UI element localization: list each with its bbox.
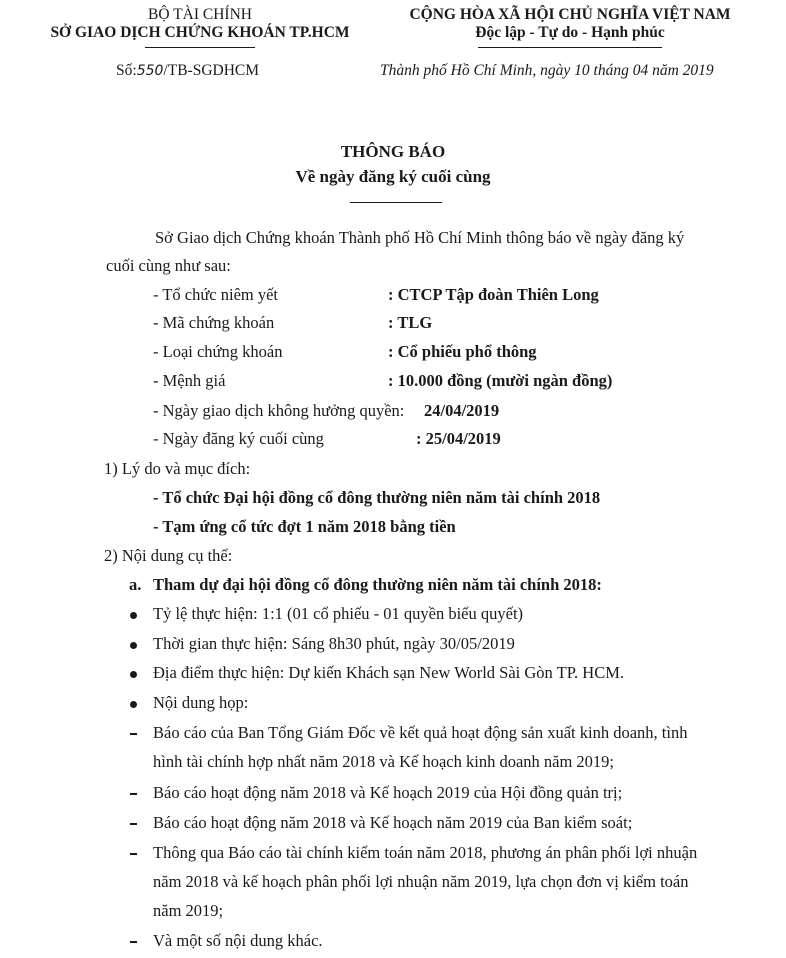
header-right-underline [478, 47, 662, 48]
detail-label-ticker: - Mã chứng khoán [153, 313, 275, 332]
number-value: 550 [136, 63, 164, 79]
document-title: THÔNG BÁO [340, 142, 446, 161]
intro-line-2: cuối cùng như sau: [106, 256, 231, 275]
number-suffix: /TB-SGDHCM [163, 62, 260, 79]
dash-icon [130, 793, 137, 795]
bullet-location: Địa điểm thực hiện: Dự kiến Khách sạn New World Sài Gòn TP. HCM. [153, 663, 625, 682]
dash-icon [130, 941, 137, 943]
agenda-item-1-line-1: Báo cáo của Ban Tổng Giám Đốc về kết quả hoạt động sản xuất kinh doanh, tình [153, 723, 688, 742]
section-2-heading: 2) Nội dung cụ thể: [104, 546, 233, 565]
country-name: CỘNG HÒA XÃ HỘI CHỦ NGHĨA VIỆT NAM [409, 6, 731, 23]
agenda-item-1-line-2: hình tài chính hợp nhất năm 2018 và Kế hoạch kinh doanh năm 2019; [153, 752, 615, 771]
purpose-item-2: - Tạm ứng cổ tức đợt 1 năm 2018 bằng tiền [153, 517, 456, 536]
agenda-item-2: Báo cáo hoạt động năm 2018 và Kế hoạch 2019 của Hội đồng quản trị; [153, 783, 623, 802]
section-1-heading: 1) Lý do và mục đích: [104, 459, 251, 478]
detail-label-par-value: - Mệnh giá [153, 371, 226, 390]
agenda-item-5: Và một số nội dung khác. [153, 931, 323, 950]
number-prefix: Số: [116, 62, 137, 79]
dash-icon [130, 733, 137, 735]
bullet-dot-icon [130, 612, 137, 619]
agenda-item-4-line-2: năm 2018 và kế hoạch phân phối lợi nhuận năm 2019, lựa chọn đơn vị kiểm toán [153, 872, 689, 891]
detail-value-ex-date: 24/04/2019 [424, 401, 500, 420]
bullet-dot-icon [130, 701, 137, 708]
exchange-name: SỞ GIAO DỊCH CHỨNG KHOÁN TP.HCM [50, 24, 350, 41]
sub-a-title: Tham dự đại hội đồng cổ đông thường niên năm tài chính 2018: [153, 575, 602, 594]
bullet-agenda-heading: Nội dung họp: [153, 693, 249, 712]
detail-label-security-type: - Loại chứng khoán [153, 342, 283, 361]
agenda-item-4-line-1: Thông qua Báo cáo tài chính kiểm toán năm 2018, phương án phân phối lợi nhuận [153, 843, 698, 862]
document-subtitle: Về ngày đăng ký cuối cùng [295, 167, 491, 186]
detail-value-record-date: : 25/04/2019 [416, 429, 501, 448]
place-date: Thành phố Hồ Chí Minh, ngày 10 tháng 04 năm 2019 [380, 62, 714, 79]
intro-line-1: Sở Giao dịch Chứng khoán Thành phố Hồ Chí Minh thông báo về ngày đăng ký [155, 228, 685, 247]
dash-icon [130, 823, 137, 825]
dash-icon [130, 853, 137, 855]
detail-label-issuer: - Tổ chức niêm yết [153, 285, 279, 304]
detail-value-ticker: : TLG [388, 313, 433, 332]
document-number [116, 62, 259, 80]
purpose-item-1: - Tổ chức Đại hội đồng cổ đông thường niên năm tài chính 2018 [153, 488, 601, 507]
detail-label-ex-date: - Ngày giao dịch không hưởng quyền: [153, 401, 405, 420]
ministry-name: BỘ TÀI CHÍNH [148, 6, 252, 23]
national-motto: Độc lập - Tự do - Hạnh phúc [475, 24, 665, 41]
detail-value-par-value: : 10.000 đồng (mười ngàn đồng) [388, 371, 613, 390]
detail-value-issuer: : CTCP Tập đoàn Thiên Long [388, 285, 599, 304]
detail-value-security-type: : Cổ phiếu phổ thông [388, 342, 537, 361]
agenda-item-3: Báo cáo hoạt động năm 2018 và Kế hoạch năm 2019 của Ban kiểm soát; [153, 813, 633, 832]
header-left-underline [145, 47, 255, 48]
bullet-dot-icon [130, 671, 137, 678]
title-underline [350, 202, 442, 203]
bullet-ratio: Tỷ lệ thực hiện: 1:1 (01 cổ phiếu - 01 quyền biểu quyết) [153, 604, 524, 623]
bullet-time: Thời gian thực hiện: Sáng 8h30 phút, ngày 30/05/2019 [153, 634, 515, 653]
agenda-item-4-line-3: năm 2019; [153, 901, 224, 920]
detail-label-record-date: - Ngày đăng ký cuối cùng [153, 429, 324, 448]
bullet-dot-icon [130, 642, 137, 649]
sub-a-marker: a. [129, 575, 142, 594]
